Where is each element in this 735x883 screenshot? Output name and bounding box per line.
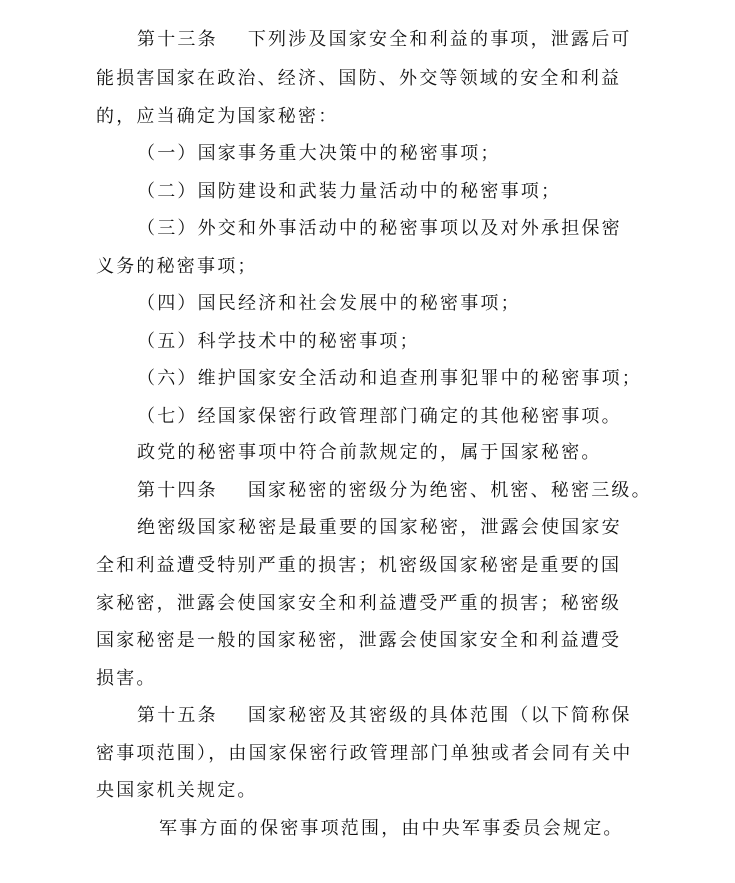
- article-14-para-2-line-5: 损害。: [96, 668, 157, 689]
- article-15-text-line-2: 密事项范围），由国家保密行政管理部门单独或者会同有关中: [96, 743, 633, 764]
- article-15-text-line-3: 央国家机关规定。: [96, 780, 258, 801]
- article-13-item-3-continued: 义务的秘密事项；: [96, 256, 258, 277]
- article-14-text-line-1: 国家秘密的密级分为绝密、机密、秘密三级。: [247, 480, 652, 501]
- article-13-label: 第十三条: [137, 29, 218, 50]
- article-14-first-line: [137, 479, 652, 503]
- article-14-para-2-line-2: 全和利益遭受特别严重的损害；机密级国家秘密是重要的国: [96, 555, 622, 576]
- article-14-para-2-line-1: 绝密级国家秘密是最重要的国家秘密，泄露会使国家安: [137, 517, 622, 538]
- article-14-para-2-line-3: 家秘密，泄露会使国家安全和利益遭受严重的损害；秘密级: [96, 593, 622, 614]
- article-14-para-2-line-4: 国家秘密是一般的国家秘密，泄露会使国家安全和利益遭受: [96, 630, 622, 651]
- article-13-item-3: （三）外交和外事活动中的秘密事项以及对外承担保密: [137, 218, 622, 239]
- article-13-item-7: （七）经国家保密行政管理部门确定的其他秘密事项。: [137, 406, 622, 427]
- article-13-text-line-3: 的，应当确定为国家秘密：: [96, 106, 339, 127]
- article-13-item-5: （五）科学技术中的秘密事项；: [137, 331, 420, 352]
- article-15-first-line: [137, 704, 632, 728]
- article-13-closing: 政党的秘密事项中符合前款规定的，属于国家秘密。: [137, 442, 602, 463]
- article-15-label: 第十五条: [137, 705, 218, 726]
- article-15-text-line-1: 国家秘密及其密级的具体范围（以下简称保: [247, 705, 632, 726]
- article-13-item-4: （四）国民经济和社会发展中的秘密事项；: [137, 293, 521, 314]
- article-13-text-line-2: 能损害国家在政治、经济、国防、外交等领域的安全和利益: [96, 68, 622, 89]
- article-15-para-2: 军事方面的保密事项范围，由中央军事委员会规定。: [159, 818, 624, 839]
- article-13-item-1: （一）国家事务重大决策中的秘密事项；: [137, 143, 501, 164]
- article-13-item-2: （二）国防建设和武装力量活动中的秘密事项；: [137, 181, 562, 202]
- article-13-text-line-1: 下列涉及国家安全和利益的事项，泄露后可: [247, 29, 632, 50]
- article-13-first-line: [137, 28, 632, 52]
- article-13-item-6: （六）维护国家安全活动和追查刑事犯罪中的秘密事项；: [137, 368, 642, 389]
- article-14-label: 第十四条: [137, 480, 218, 501]
